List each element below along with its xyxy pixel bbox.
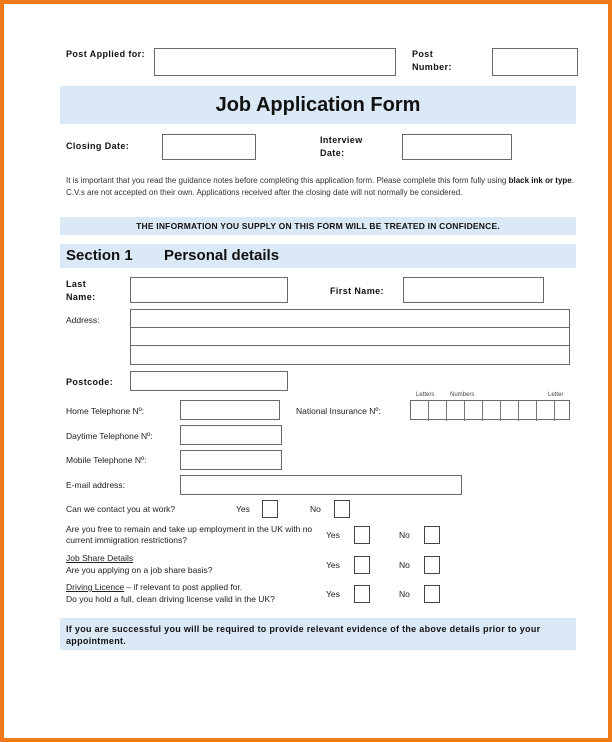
email-field[interactable]	[180, 475, 462, 495]
driving-licence-question: Do you hold a full, clean driving license valid in the UK?	[66, 594, 275, 604]
footer-note-band	[60, 618, 576, 650]
mobile-telephone-field[interactable]	[180, 450, 282, 470]
home-telephone-label: Home Telephone Nº:	[66, 406, 145, 416]
guidance-paragraph: It is important that you read the guidance notes before completing this application form. Please complete this form fully using black ink or type. C.V.s are not accepted on their own. Applications received after the closing date will not normally be considered.	[66, 176, 574, 197]
interview-date-label: Interview Date:	[320, 135, 363, 158]
form-title: Job Application Form	[215, 94, 421, 116]
job-share-yes-checkbox[interactable]	[354, 556, 370, 574]
postcode-field[interactable]	[130, 371, 288, 391]
national-insurance-field[interactable]	[410, 400, 570, 420]
remain-question: Are you free to remain and take up employment in the UK with no current immigration restrictions?	[66, 524, 313, 545]
job-share-yes-label: Yes	[326, 560, 340, 570]
first-name-field[interactable]	[403, 277, 544, 303]
first-name-label: First Name:	[330, 286, 384, 296]
mobile-telephone-label: Mobile Telephone Nº:	[66, 455, 147, 465]
title-band	[60, 86, 576, 124]
email-label: E-mail address:	[66, 480, 126, 490]
address-line-3[interactable]	[130, 345, 570, 365]
last-name-field[interactable]	[130, 277, 288, 303]
daytime-telephone-field[interactable]	[180, 425, 282, 445]
closing-date-field[interactable]	[162, 134, 256, 160]
job-share-no-checkbox[interactable]	[424, 556, 440, 574]
job-share-heading: Job Share Details	[66, 553, 134, 563]
footer-note: If you are successful you will be required to provide relevant evidence of the above details prior to your appointment.	[66, 624, 541, 646]
contact-work-no-label: No	[310, 504, 321, 514]
ni-hint-numbers: Numbers	[450, 392, 475, 398]
driving-yes-checkbox[interactable]	[354, 585, 370, 603]
national-insurance-label: National Insurance Nº:	[296, 406, 381, 416]
closing-date-label: Closing Date:	[66, 141, 130, 151]
contact-work-yes-label: Yes	[236, 504, 250, 514]
section1-title: Personal details	[164, 247, 280, 264]
driving-no-checkbox[interactable]	[424, 585, 440, 603]
remain-yes-checkbox[interactable]	[354, 526, 370, 544]
confidential-band	[60, 217, 576, 235]
job-share-no-label: No	[399, 560, 410, 570]
section1-number: Section 1	[66, 247, 133, 264]
post-number-label: Post Number:	[412, 49, 452, 72]
post-applied-label: Post Applied for:	[66, 49, 145, 59]
address-line-1[interactable]	[130, 309, 570, 328]
driving-yes-label: Yes	[326, 589, 340, 599]
home-telephone-field[interactable]	[180, 400, 280, 420]
address-line-2[interactable]	[130, 327, 570, 346]
remain-no-checkbox[interactable]	[424, 526, 440, 544]
address-label: Address:	[66, 315, 100, 325]
ni-hint-letters: Letters	[416, 392, 435, 398]
confidential-notice: THE INFORMATION YOU SUPPLY ON THIS FORM WILL BE TREATED IN CONFIDENCE.	[136, 221, 500, 231]
contact-work-yes-checkbox[interactable]	[262, 500, 278, 518]
interview-date-field[interactable]	[402, 134, 512, 160]
postcode-label: Postcode:	[66, 377, 114, 387]
job-share-question: Are you applying on a job share basis?	[66, 565, 213, 575]
ni-hint-letter: Letter	[548, 392, 564, 398]
post-number-field[interactable]	[492, 48, 578, 76]
contact-work-no-checkbox[interactable]	[334, 500, 350, 518]
last-name-label: Last Name:	[66, 279, 96, 302]
daytime-telephone-label: Daytime Telephone Nº:	[66, 431, 153, 441]
contact-work-question: Can we contact you at work?	[66, 504, 176, 514]
remain-yes-label: Yes	[326, 530, 340, 540]
driving-licence-heading: Driving Licence – if relevant to post applied for.	[66, 582, 243, 592]
driving-no-label: No	[399, 589, 410, 599]
remain-no-label: No	[399, 530, 410, 540]
section1-band	[60, 244, 576, 268]
application-form-page	[4, 4, 608, 738]
post-applied-field[interactable]	[154, 48, 396, 76]
